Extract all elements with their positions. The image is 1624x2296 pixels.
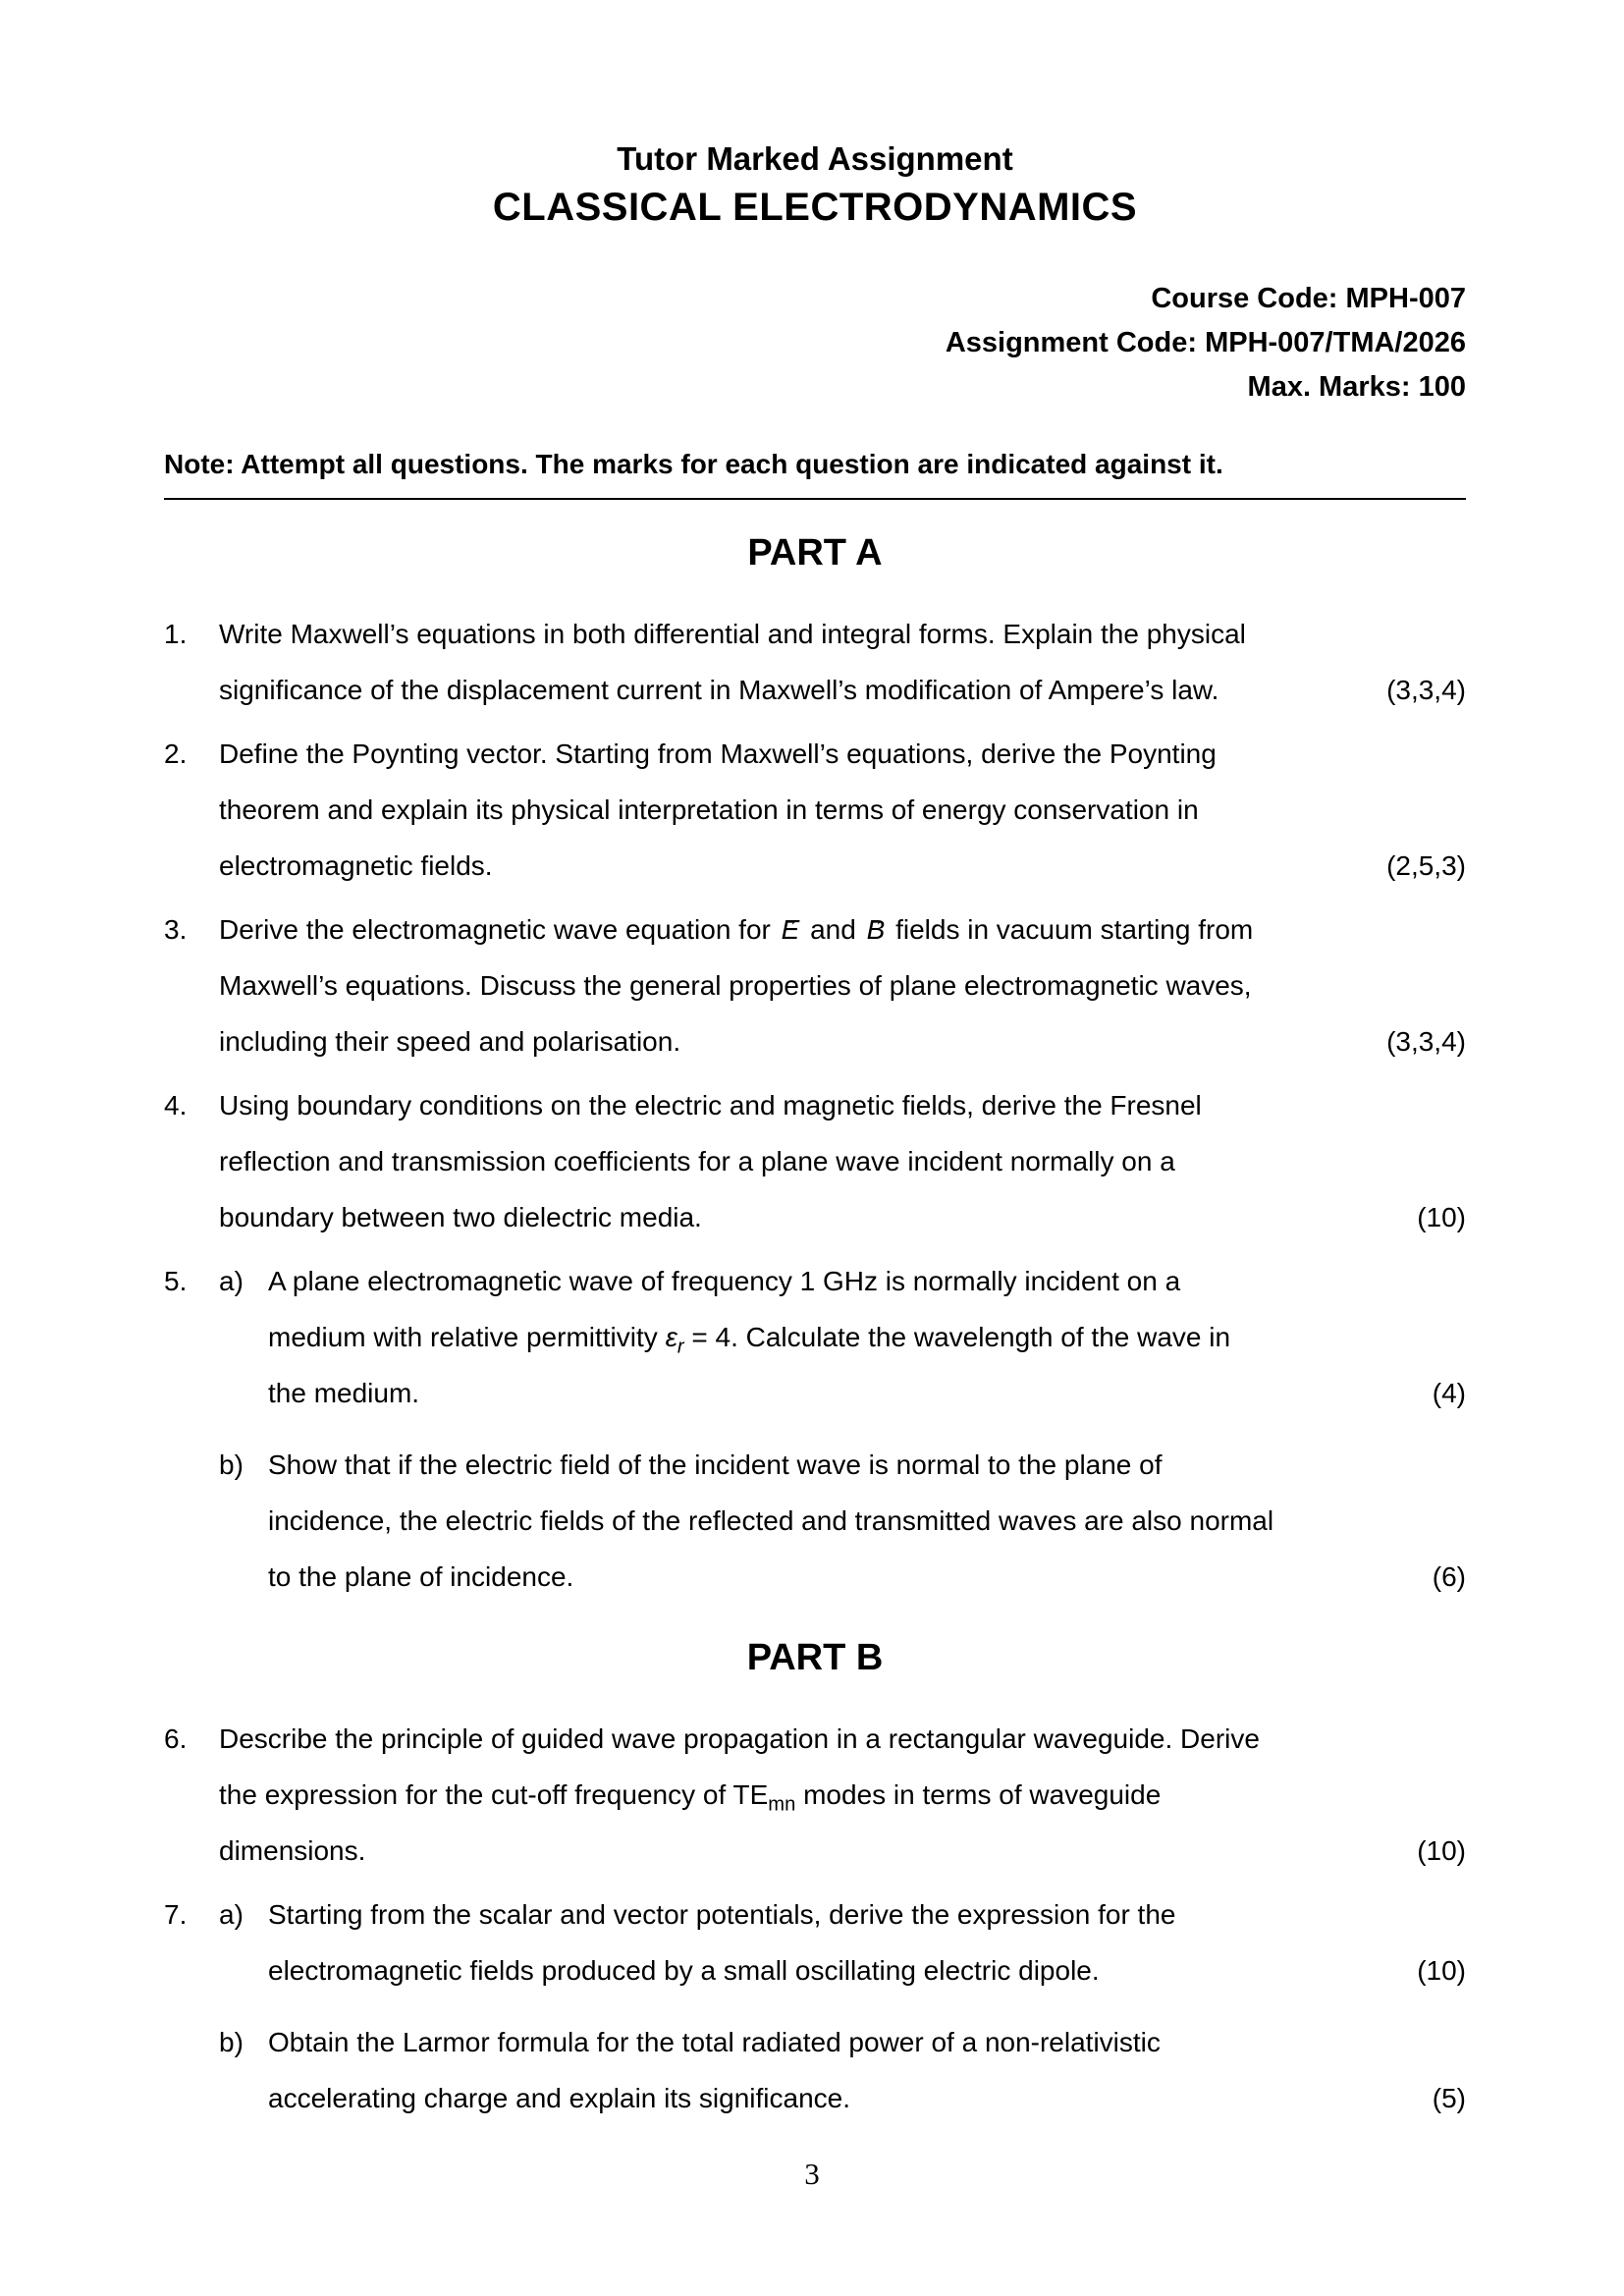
question-1-number: 1. [164,619,188,649]
epsilon-subscript: r [677,1336,684,1358]
question-7b-number [164,2014,219,2126]
vector-b-symbol: B → [864,902,889,957]
question-3-text: including their speed and polarisation. [219,1026,681,1057]
question-2-text: theorem and explain its physical interpretation in terms of energy conservation in [219,794,1199,825]
question-7a-text: electromagnetic fields produced by a small oscillating electric dipole. [268,1955,1100,1986]
question-7b-marks: (5) [1432,2083,1466,2113]
part-a-heading: PART A [747,532,883,574]
part-b-heading: PART B [746,1637,884,1678]
question-1-text: significance of the displacement current in Maxwell’s modification of Ampere’s law. [219,675,1219,705]
question-7a [164,1886,1466,1998]
question-1-text: Write Maxwell’s equations in both differential and integral forms. Explain the physical [219,619,1246,649]
question-4-text: reflection and transmission coefficients for a plane wave incident normally on a [219,1146,1175,1176]
course-title: CLASSICAL ELECTRODYNAMICS [492,186,1138,229]
question-3 [164,902,1466,1069]
question-5b-text: incidence, the electric fields of the reflected and transmitted waves are also normal [268,1505,1274,1536]
question-5a-text: A plane electromagnetic wave of frequency 1 GHz is normally incident on a [268,1266,1181,1296]
question-5b-number [164,1437,219,1605]
question-4 [164,1077,1466,1245]
question-4-number: 4. [164,1090,188,1121]
question-5b-text: Show that if the electric field of the incident wave is normal to the plane of [268,1449,1163,1480]
course-info-block [164,277,1466,410]
assignment-code: Assignment Code: MPH-007/TMA/2026 [945,327,1466,358]
question-4-marks: (10) [1417,1202,1466,1232]
question-2-number: 2. [164,738,188,769]
part-b-questions [164,1711,1466,2126]
question-7b-text: Obtain the Larmor formula for the total radiated power of a non-relativistic [268,2027,1161,2057]
question-6-text-post: modes in terms of waveguide [803,1779,1162,1810]
question-6-number: 6. [164,1723,188,1754]
question-7a-letter: a) [219,1899,244,1930]
question-5b [164,1437,1466,1605]
question-5a-text-pre: medium with relative permittivity [268,1322,658,1352]
question-3-text-pre: Derive the electromagnetic wave equation for [219,914,771,945]
question-5a-text-eq: = 4. [691,1322,738,1352]
question-7a-text: Starting from the scalar and vector potentials, derive the expression for the [268,1899,1176,1930]
te-mn-mode-symbol: $TE_{mn}$ [732,1779,796,1816]
epsilon-r-symbol: $\varepsilon_r$ [665,1322,684,1358]
question-3-text [219,902,1466,957]
question-1-marks: (3,3,4) [1386,675,1466,705]
question-4-text: Using boundary conditions on the electric and magnetic fields, derive the Fresnel [219,1090,1202,1121]
te-subscript: mn [768,1793,796,1816]
question-6-text: dimensions. [219,1835,366,1866]
note-line: Note: Attempt all questions. The marks for each question are indicated against it. [164,445,1466,500]
question-7a-marks: (10) [1417,1955,1466,1986]
question-5a-letter: a) [219,1266,244,1296]
question-5a-text [268,1309,1466,1365]
question-7b-text: accelerating charge and explain its significance. [268,2083,851,2113]
question-6-text-pre: the expression for the cut-off frequency of [219,1779,727,1810]
question-3-marks: (3,3,4) [1386,1026,1466,1057]
part-a-questions [164,606,1466,1605]
question-5a-marks: (4) [1432,1378,1466,1408]
vector-e-symbol: E → [779,902,803,957]
question-2-text: Define the Poynting vector. Starting from Maxwell’s equations, derive the Poynting [219,738,1217,769]
question-6-text [219,1767,1466,1823]
question-6-marks: (10) [1417,1835,1466,1866]
course-code: Course Code: MPH-007 [1151,283,1466,314]
page-number: 3 [804,2157,820,2191]
question-5b-marks: (6) [1432,1561,1466,1592]
question-5b-text: to the plane of incidence. [268,1561,574,1592]
question-4-text: boundary between two dielectric media. [219,1202,702,1232]
question-3-text-post: fields in vacuum starting from [895,914,1254,945]
question-5b-letter: b) [219,1449,244,1480]
question-5a-text: the medium. [268,1378,420,1408]
question-3-text-mid: and [810,914,856,945]
question-5a-text-post: Calculate the wavelength of the wave in [745,1322,1231,1352]
question-7-number: 7. [164,1899,188,1930]
question-1 [164,606,1466,718]
question-2-marks: (2,5,3) [1386,850,1466,881]
question-3-number: 3. [164,914,188,945]
question-7b [164,2014,1466,2126]
question-6-text: Describe the principle of guided wave propagation in a rectangular waveguide. Derive [219,1723,1260,1754]
question-7b-letter: b) [219,2027,244,2057]
question-3-text: Maxwell’s equations. Discuss the general properties of plane electromagnetic waves, [219,970,1252,1001]
question-5a [164,1253,1466,1421]
question-2 [164,726,1466,894]
document-title: Tutor Marked Assignment [617,140,1013,177]
question-2-text: electromagnetic fields. [219,850,493,881]
question-5-number: 5. [164,1266,188,1296]
question-6 [164,1711,1466,1879]
max-marks: Max. Marks: 100 [1247,371,1466,403]
